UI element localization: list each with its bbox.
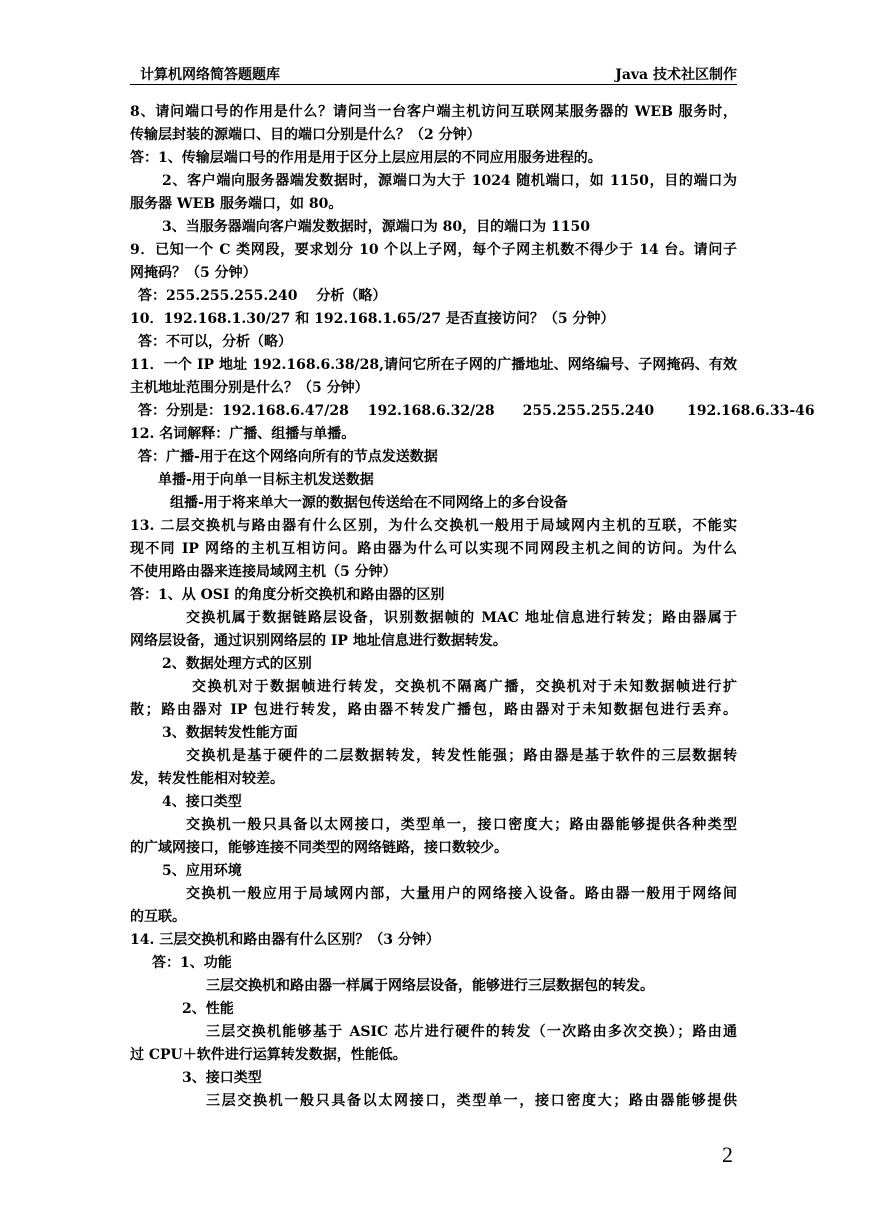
text-line: 交换机对于数据帧进行转发，交换机不隔离广播，交换机对于未知数据帧进行扩 [192, 679, 737, 695]
text-line: 传输层封装的源端口、目的端口分别是什么？（2 分钟） [130, 127, 481, 143]
text-line: 过 CPU＋软件进行运算转发数据，性能低。 [130, 1047, 407, 1063]
text-line: 现不同 IP 网络的主机互相访问。路由器为什么可以实现不同网段主机之间的访问。为什么 [130, 541, 737, 557]
text-line: 发，转发性能相对较差。 [130, 771, 284, 787]
text-line: 三层交换机能够基于 ASIC 芯片进行硬件的转发（一次路由多次交换）；路由通 [206, 1024, 737, 1040]
text-line: 网络层设备，通过识别网络层的 IP 地址信息进行数据转发。 [130, 633, 507, 649]
text-line: 3、数据转发性能方面 [162, 725, 298, 741]
text-line: 组播-用于将来单大一源的数据包传送给在不同网络上的多台设备 [170, 495, 568, 511]
text-line: 的广域网接口，能够连接不同类型的网络链路，接口数较少。 [130, 840, 508, 856]
text-line: 散；路由器对 IP 包进行转发，路由器不转发广播包，路由器对于未知数据包进行丢弃。 [130, 702, 737, 718]
text-line: 8、请问端口号的作用是什么？请问当一台客户端主机访问互联网某服务器的 WEB 服务时， [130, 104, 737, 120]
text-line: 的互联。 [130, 909, 186, 925]
text-line: 3、当服务器端向客户端发数据时，源端口为 80，目的端口为 1150 [162, 219, 590, 235]
text-line: 服务器 WEB 服务端口，如 80。 [130, 196, 343, 212]
text-line: 答：1、传输层端口号的作用是用于区分上层应用层的不同应用服务进程的。 [130, 150, 602, 166]
text-line: 答：1、功能 [152, 955, 232, 971]
text-line: 不使用路由器来连接局域网主机（5 分钟） [130, 564, 397, 580]
text-line: 交换机一般应用于局域网内部，大量用户的网络接入设备。路由器一般用于网络间 [186, 886, 737, 902]
text-line: 10．192.168.1.30/27 和 192.168.1.65/27 是否直接访问？（5 分钟） [130, 311, 615, 327]
text-line: 三层交换机和路由器一样属于网络层设备，能够进行三层数据包的转发。 [206, 978, 654, 994]
text-line: 答：不可以，分析（略） [138, 334, 292, 350]
text-line: 交换机一般只具备以太网接口，类型单一，接口密度大；路由器能够提供各种类型 [186, 817, 737, 833]
text-line: 答：1、从 OSI 的角度分析交换机和路由器的区别 [130, 587, 445, 603]
header-publisher: Java 技术社区制作 [615, 67, 737, 83]
page-number: 2 [722, 1142, 733, 1167]
document-body [130, 101, 815, 1113]
text-line: 答：广播-用于在这个网络向所有的节点发送数据 [138, 449, 438, 465]
text-line: 4、接口类型 [162, 794, 242, 810]
text-line: 2、数据处理方式的区别 [162, 656, 312, 672]
page-header [130, 62, 737, 85]
text-line: 5、应用环境 [162, 863, 242, 879]
text-line: 9．已知一个 C 类网段，要求划分 10 个以上子网，每个子网主机数不得少于 14 台。请问子 [130, 242, 737, 258]
text-line: 答：分别是：192.168.6.47/28 192.168.6.32/28 255.255.255.240 192.168.6.33-46 [138, 403, 815, 419]
text-line: 单播-用于向单一目标主机发送数据 [158, 472, 374, 488]
text-line: 交换机属于数据链路层设备，识别数据帧的 MAC 地址信息进行转发；路由器属于 [186, 610, 737, 626]
text-line: 2、性能 [182, 1001, 234, 1017]
text-line: 13. 二层交换机与路由器有什么区别，为什么交换机一般用于局域网内主机的互联，不能实 [130, 518, 737, 534]
text-line: 3、接口类型 [182, 1070, 262, 1086]
text-line: 网掩码？（5 分钟） [130, 265, 257, 281]
text-line: 12. 名词解释：广播、组播与单播。 [130, 426, 356, 442]
text-line: 答：255.255.255.240 分析（略） [138, 288, 387, 304]
text-line: 11．一个 IP 地址 192.168.6.38/28,请问它所在子网的广播地址、网络编号、子网掩码、有效 [130, 357, 737, 373]
text-line: 14. 三层交换机和路由器有什么区别？（3 分钟） [130, 932, 440, 948]
header-title: 计算机网络简答题题库 [140, 67, 280, 83]
text-line: 2、客户端向服务器端发数据时，源端口为大于 1024 随机端口，如 1150，目的端口为 [162, 173, 737, 189]
text-line: 主机地址范围分别是什么？（5 分钟） [130, 380, 369, 396]
text-line: 交换机是基于硬件的二层数据转发，转发性能强；路由器是基于软件的三层数据转 [186, 748, 737, 764]
text-line: 三层交换机一般只具备以太网接口，类型单一，接口密度大；路由器能够提供 [206, 1093, 737, 1109]
